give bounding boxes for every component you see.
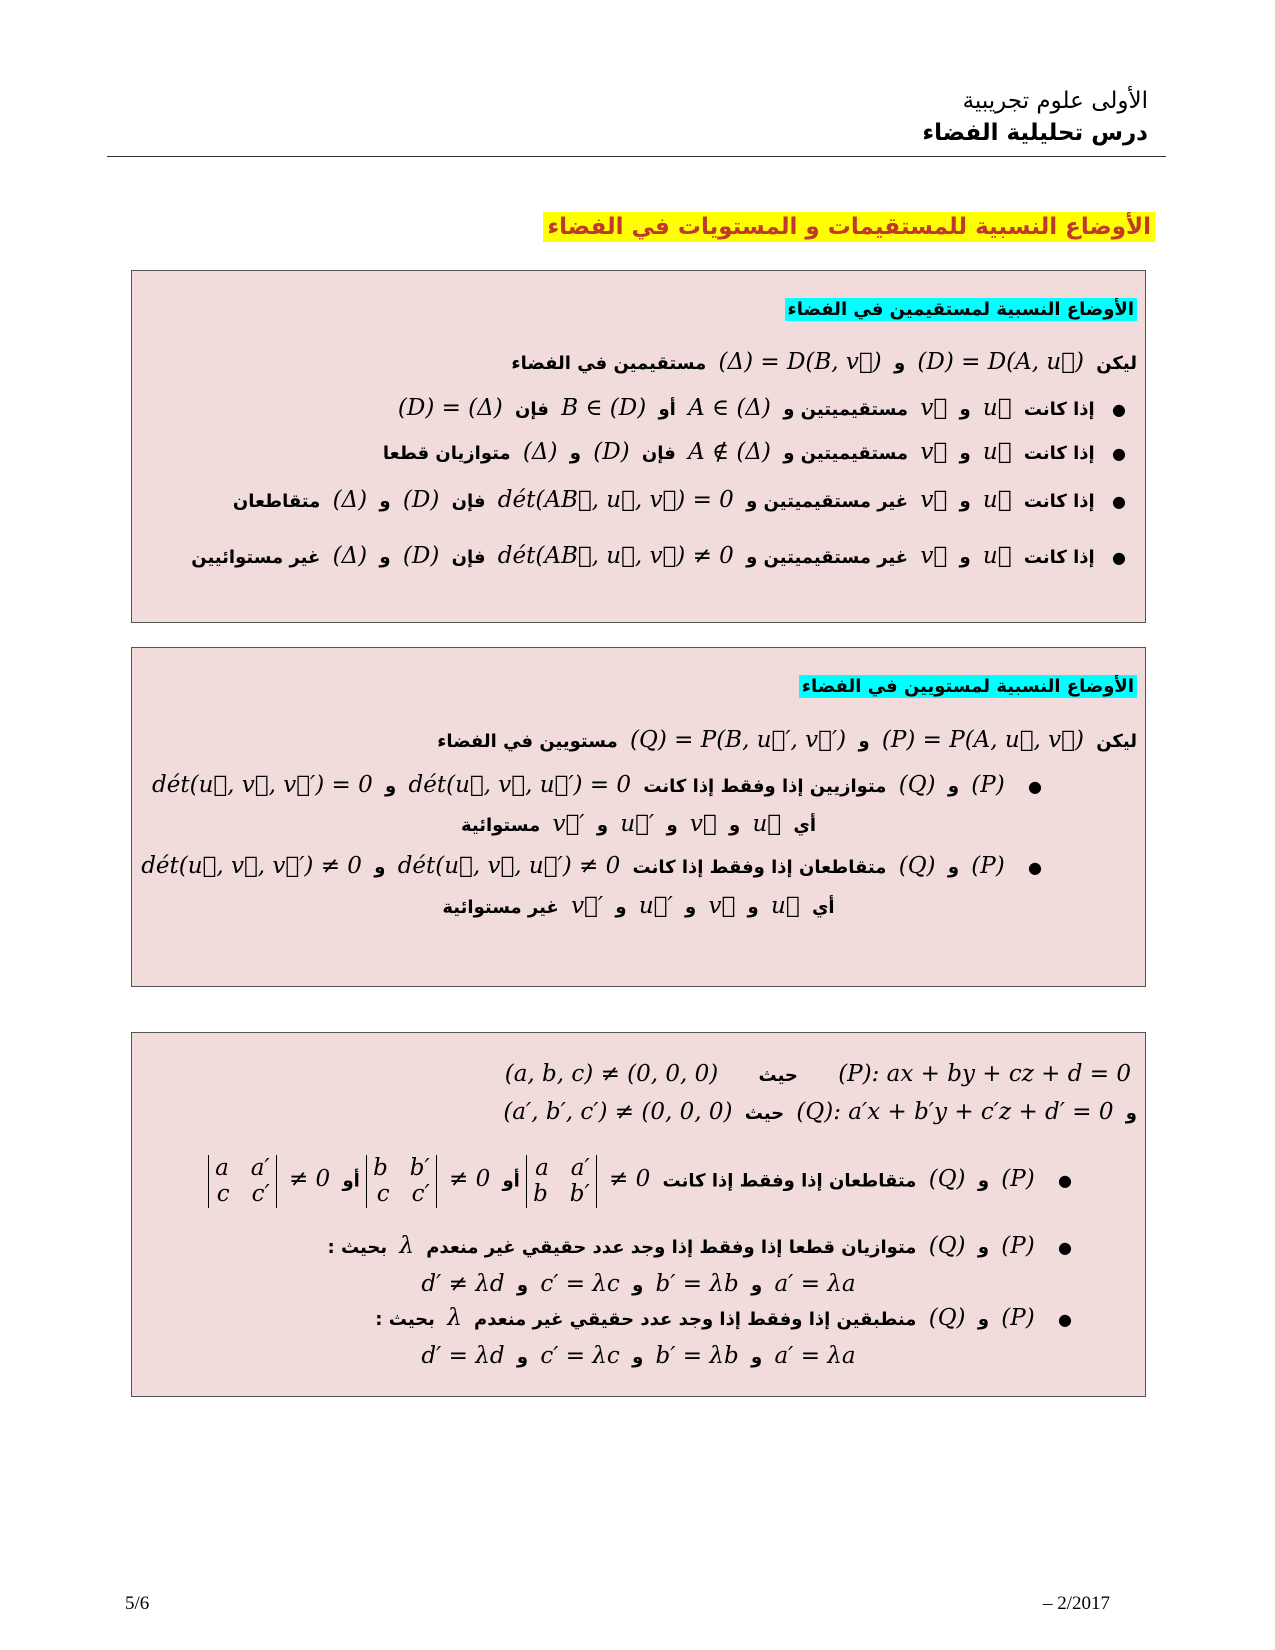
section-title-planes: الأوضاع النسبية لمستويين في الفضاء: [799, 675, 1137, 698]
planes-intro: ليكن (P) = P(A, u⃗, v⃗) و (Q) = P(B, u⃗′, v⃗′) مستويين في الفضاء: [437, 727, 1137, 753]
planes-case-intersecting-note: أي u⃗ و v⃗ و u⃗′ و v⃗′ غير مستوائية: [442, 893, 835, 919]
determinant-ab: a a′ b b′: [526, 1155, 597, 1208]
cartesian-case-parallel: ● (P) و (Q) متوازيان قطعا إذا وفقط إذا وجد عدد حقيقي غير منعدم λ بحيث :: [327, 1233, 1072, 1259]
header-level: الأولى علوم تجريبية: [962, 88, 1148, 114]
plane-p-equation: (P): ax + by + cz + d = 0 حيث (a, b, c) ≠ (0, 0, 0): [504, 1061, 1131, 1087]
determinant-bc: b b′ c c′: [366, 1155, 437, 1208]
footer-date: – 2/2017: [1042, 1593, 1110, 1614]
lines-case-3: ● إذا كانت u⃗ و v⃗ غير مستقيميتين و dét(AB⃗, u⃗, v⃗) = 0 فإن (D) و (Δ) متقاطعان: [232, 487, 1126, 513]
section-title-lines: الأوضاع النسبية لمستقيمين في الفضاء: [785, 298, 1137, 321]
cartesian-parallel-conditions: a′ = λa و b′ = λb و c′ = λc و d′ ≠ λd: [421, 1271, 856, 1297]
cartesian-case-intersecting: ● (P) و (Q) متقاطعان إذا وفقط إذا كانت ≠ 0 a a′ b b′ أو ≠ 0 b b′ c c′ أو ≠ 0 a a′ c c′: [208, 1155, 1083, 1208]
header-divider: [107, 156, 1166, 157]
cartesian-case-coincident: ● (P) و (Q) منطبقين إذا وفقط إذا وجد عدد حقيقي غير منعدم λ بحيث :: [375, 1305, 1072, 1331]
lines-intro: ليكن (D) = D(A, u⃗) و (Δ) = D(B, v⃗) مستقيمين في الفضاء: [511, 349, 1137, 375]
main-title: الأوضاع النسبية للمستقيمات و المستويات في الفضاء: [543, 212, 1155, 242]
planes-case-parallel-note: أي u⃗ و v⃗ و u⃗′ و v⃗′ مستوائية: [460, 811, 817, 837]
lines-case-1: ● إذا كانت u⃗ و v⃗ مستقيميتين و A ∈ (Δ) أو B ∈ (D) فإن (D) = (Δ): [397, 395, 1126, 421]
lines-case-4: ● إذا كانت u⃗ و v⃗ غير مستقيميتين و dét(AB⃗, u⃗, v⃗) ≠ 0 فإن (D) و (Δ) غير مستوائيين: [191, 543, 1126, 569]
box-cartesian-planes: [131, 1032, 1146, 1397]
planes-case-intersecting: ● (P) و (Q) متقاطعان إذا وفقط إذا كانت dét(u⃗, v⃗, u⃗′) ≠ 0 و dét(u⃗, v⃗, v⃗′) ≠ 0: [141, 853, 1042, 879]
determinant-ac: a a′ c c′: [208, 1155, 277, 1208]
box-relative-positions-lines: [131, 270, 1146, 623]
plane-q-equation: و (Q): a′x + b′y + c′z + d′ = 0 حيث (a′, b′, c′) ≠ (0, 0, 0): [503, 1099, 1137, 1125]
page-number: 5/6: [125, 1593, 150, 1614]
header-lesson-title: درس تحليلية الفضاء: [922, 120, 1148, 146]
cartesian-coincident-conditions: a′ = λa و b′ = λb و c′ = λc و d′ = λd: [421, 1343, 856, 1369]
lines-case-2: ● إذا كانت u⃗ و v⃗ مستقيميتين و A ∉ (Δ) فإن (D) و (Δ) متوازيان قطعا: [382, 439, 1126, 465]
box-relative-positions-planes: [131, 647, 1146, 987]
planes-case-parallel: ● (P) و (Q) متوازيين إذا وفقط إذا كانت dét(u⃗, v⃗, u⃗′) = 0 و dét(u⃗, v⃗, v⃗′) = 0: [152, 772, 1042, 798]
